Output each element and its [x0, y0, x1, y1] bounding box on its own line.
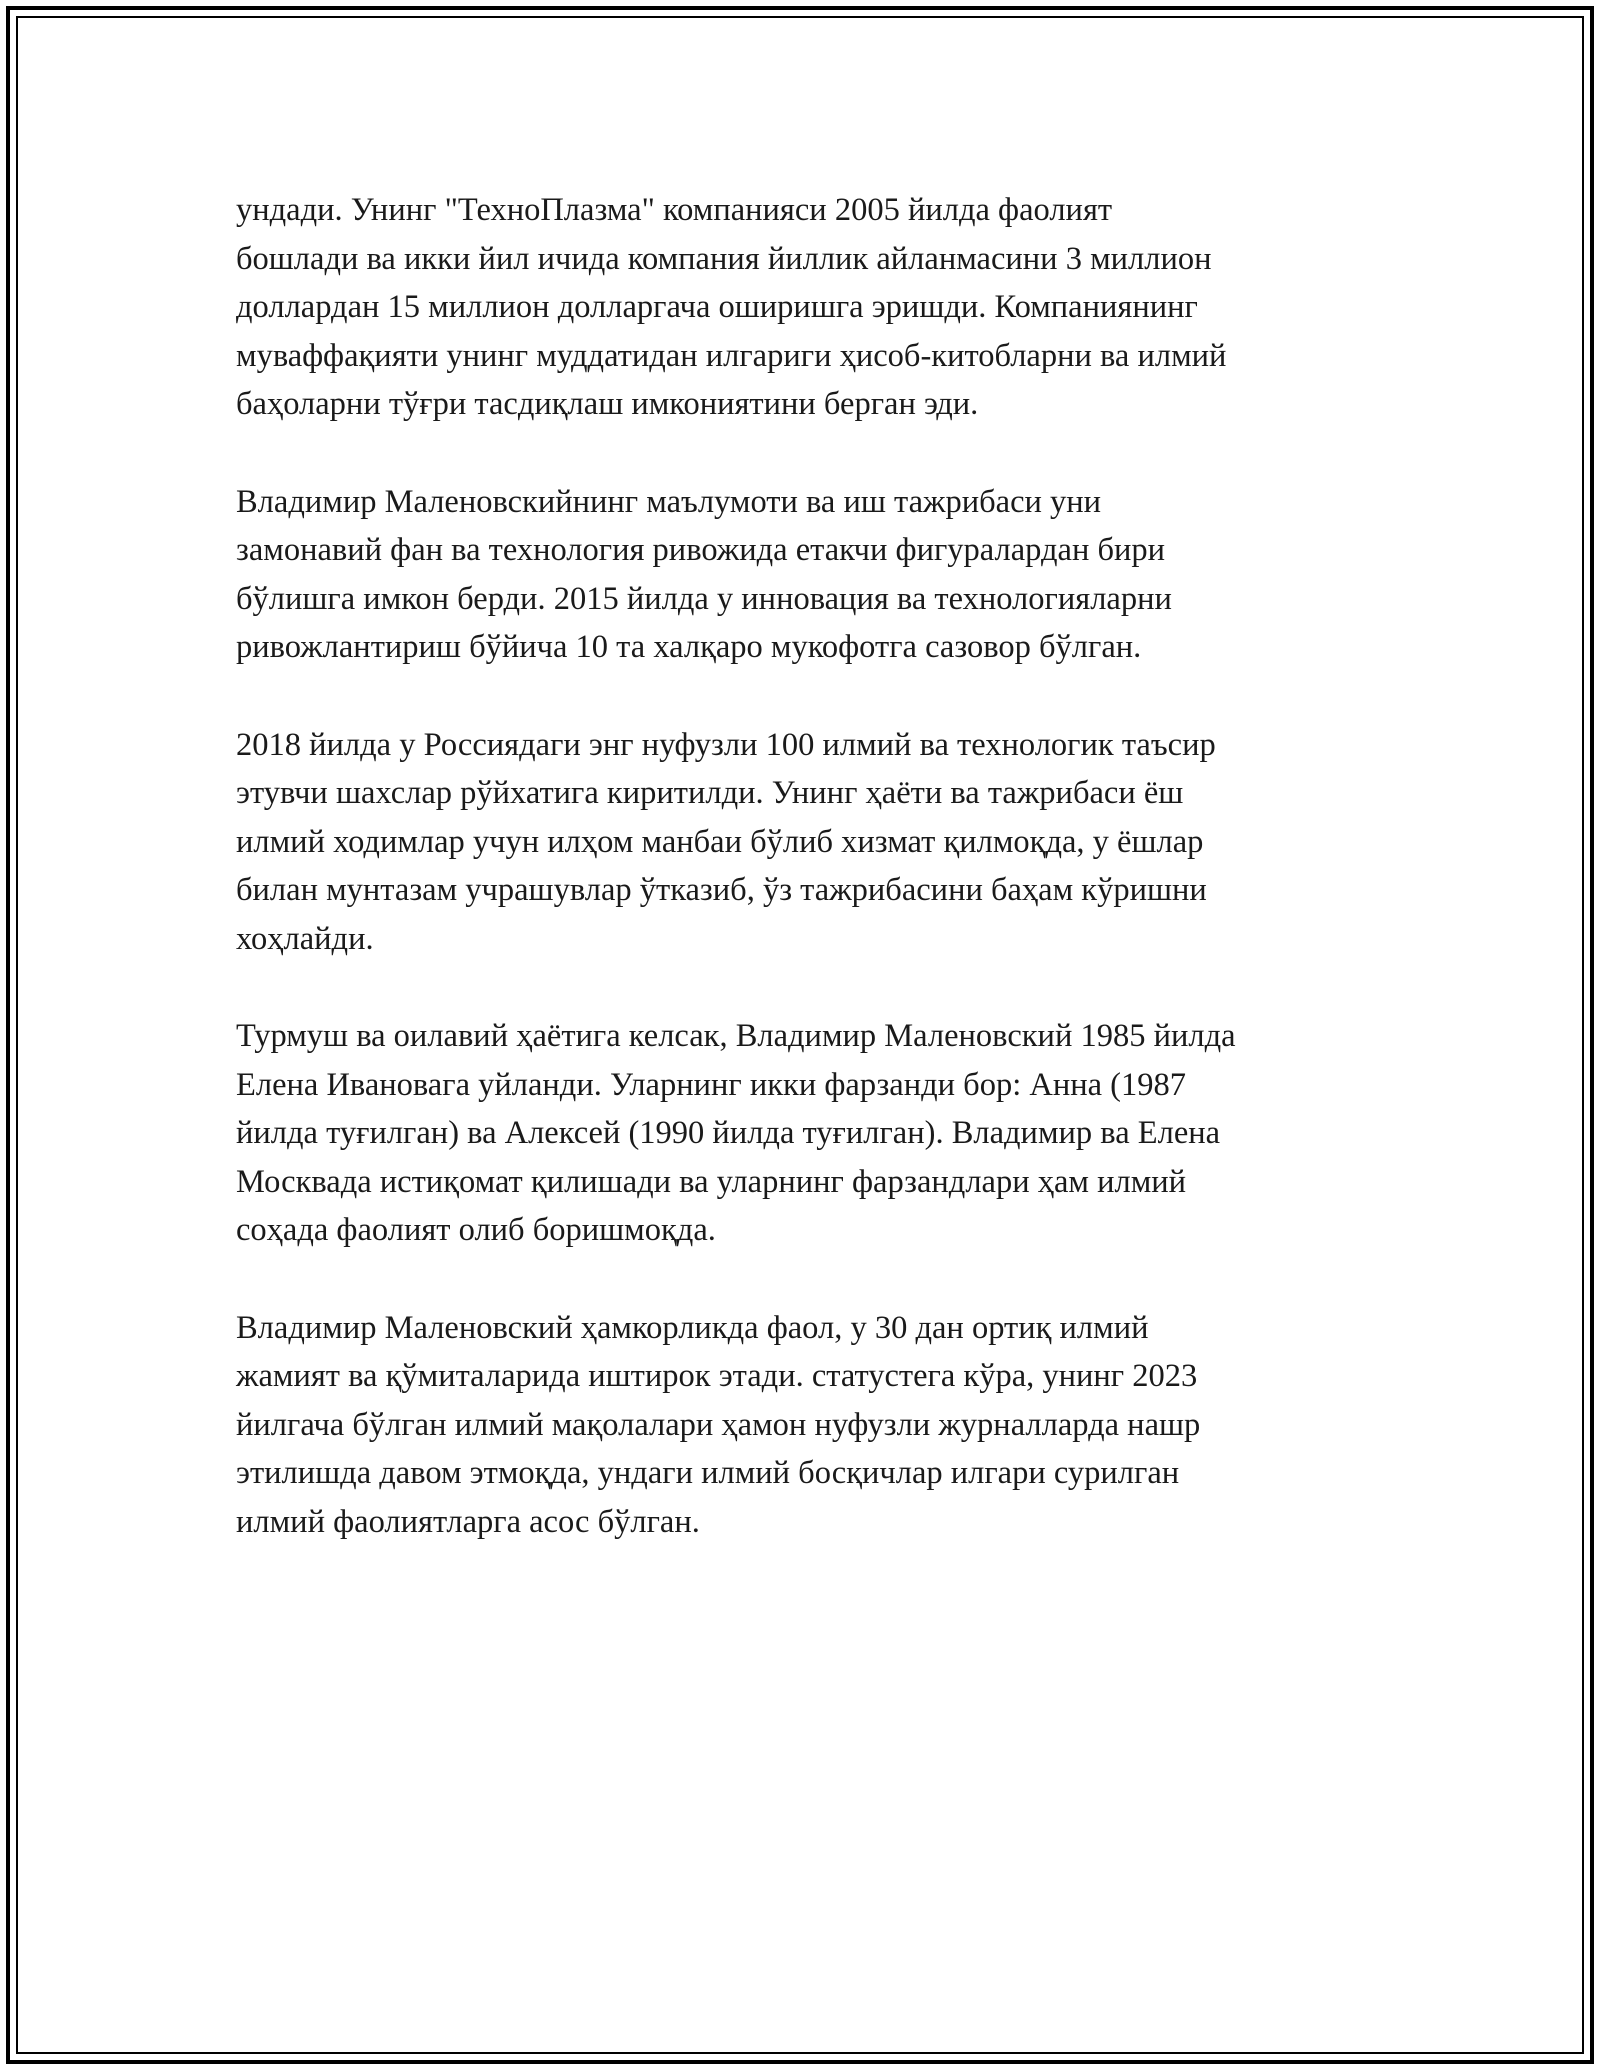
- document-body: [236, 186, 1376, 1595]
- paragraph-recognition: 2018 йилда у Россиядаги энг нуфузли 100 илмий ва технологик таъсир этувчи шахслар рўйхатига киритилди. Унинг ҳаёти ва тажрибаси ёш илмий ходимлар учун илҳом манбаи бўлиб хизмат қилмоқда, у ёшлар билан мунтазам учрашувлар ўтказиб, ўз тажрибасини баҳам кўришни хоҳлайди.: [236, 726, 1216, 957]
- paragraph-education: Владимир Маленовскийнинг маълумоти ва иш тажрибаси уни замонавий фан ва технология ривожида етакчи фигуралардан бири бўлишга имкон берди. 2015 йилда у инновация ва технологияларни ривожлантириш бўйича 10 та халқаро мукофотга сазовор бўлган.: [236, 483, 1172, 666]
- paragraph-collaboration: Владимир Маленовский ҳамкорликда фаол, у 30 дан ортиқ илмий жамият ва қўмиталарида иштирок этади. статустега кўра, унинг 2023 йилгача бўлган илмий мақолалари ҳамон нуфузли журналларда нашр этилишда давом этмоқда, ундаги илмий босқичлар илгари сурилган илмий фаолиятларга асос бўлган.: [236, 1309, 1201, 1541]
- paragraph-family: Турмуш ва оилавий ҳаётига келсак, Владимир Маленовский 1985 йилда Елена Ивановага уйланди. Уларнинг икки фарзанди бор: Анна (1987 йилда туғилган) ва Алексей (1990 йилда туғилган). Владимир ва Елена Москвада истиқомат қилишади ва уларнинг фарзандлари ҳам илмий соҳада фаолият олиб боришмоқда.: [236, 1018, 1236, 1249]
- paragraph-company: ундади. Унинг "ТехноПлазма" компанияси 2005 йилда фаолият бошлади ва икки йил ичида компания йиллик айланмасини 3 миллион доллардан 15 миллион долларгача оширишга эришди. Компаниянинг муваффақияти унинг муддатидан илгариги ҳисоб-китобларни ва илмий баҳоларни тўғри тасдиқлаш имкониятини берган эди.: [236, 192, 1227, 423]
